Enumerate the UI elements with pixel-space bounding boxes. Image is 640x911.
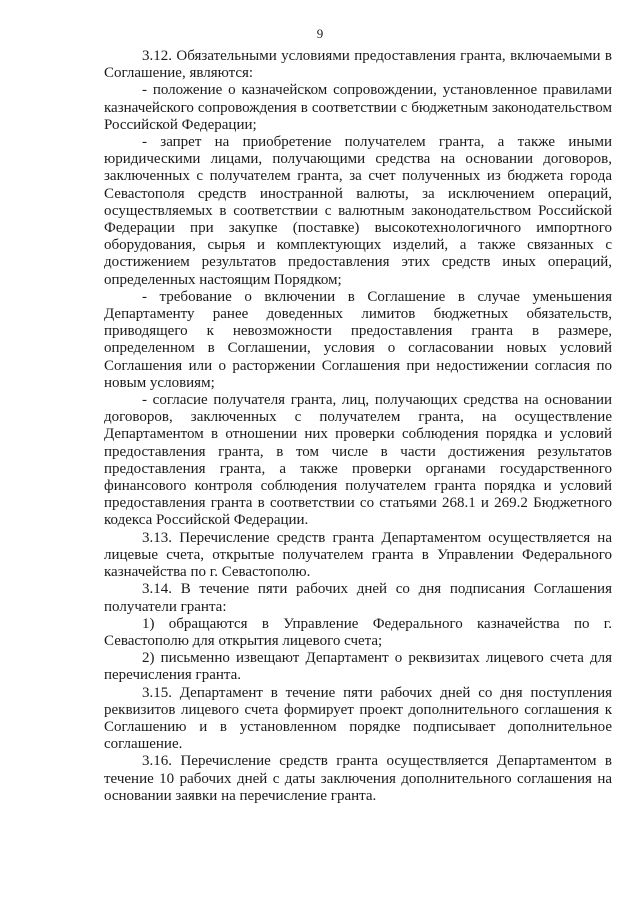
paragraph-3-15: 3.15. Департамент в течение пяти рабочих дней со дня поступления реквизитов лицевого счета формирует проект дополнительного соглашения к Соглашению и в установленном порядке подписывает дополнительное соглашение. bbox=[104, 684, 612, 753]
paragraph-3-12: 3.12. Обязательными условиями предоставления гранта, включаемыми в Соглашение, являются: bbox=[104, 48, 612, 82]
paragraph-limits-reduction: - требование о включении в Соглашение в случае уменьшения Департаменту ранее доведенных лимитов бюджетных обязательств, приводящего к невозможности предоставления гранта в размере, определенном в Соглашении, условия о согласовании новых условий Соглашения или о расторжении Соглашения при недостижении согласия по новым условиям; bbox=[104, 288, 612, 391]
paragraph-open-account: 1) обращаются в Управление Федерального казначейства по г. Севастополю для открытия лицевого счета; bbox=[104, 615, 612, 649]
document-body bbox=[104, 48, 612, 805]
paragraph-notify-requisites: 2) письменно извещают Департамент о реквизитах лицевого счета для перечисления гранта. bbox=[104, 650, 612, 684]
paragraph-3-16: 3.16. Перечисление средств гранта осуществляется Департаментом в течение 10 рабочих дней с даты заключения дополнительного соглашения на основании заявки на перечисление гранта. bbox=[104, 753, 612, 804]
paragraph-currency-ban: - запрет на приобретение получателем гранта, а также иными юридическими лицами, получающими средства на основании договоров, заключенных с получателем гранта, за счет полученных из бюджета города Севастополя средств иностранной валюты, за исключением операций, осуществляемых в соответствии с валютным законодательством Российской Федерации при закупке (поставке) высокотехнологичного импортного оборудования, сырья и комплектующих изделий, а также связанных с достижением результатов предоставления этих средств иных операций, определенных настоящим Порядком; bbox=[104, 134, 612, 288]
paragraph-3-13: 3.13. Перечисление средств гранта Департаментом осуществляется на лицевые счета, открытые получателем гранта в Управлении Федерального казначейства по г. Севастополю. bbox=[104, 529, 612, 581]
paragraph-inspection-consent: - согласие получателя гранта, лиц, получающих средства на основании договоров, заключенных с получателем гранта, на осуществление Департаментом в отношении них проверки соблюдения порядка и условий предоставления гранта, в том числе в части достижения результатов предоставления гранта, а также проверки органами государственного финансового контроля соблюдения получателем гранта порядка и условий предоставления гранта в соответствии со статьями 268.1 и 269.2 Бюджетного кодекса Российской Федерации. bbox=[104, 392, 612, 529]
paragraph-3-14: 3.14. В течение пяти рабочих дней со дня подписания Соглашения получатели гранта: bbox=[104, 581, 612, 615]
paragraph-treasury-support: - положение о казначейском сопровождении, установленное правилами казначейского сопровождения в соответствии с бюджетным законодательством Российской Федерации; bbox=[104, 82, 612, 133]
page-number: 9 bbox=[316, 26, 324, 41]
